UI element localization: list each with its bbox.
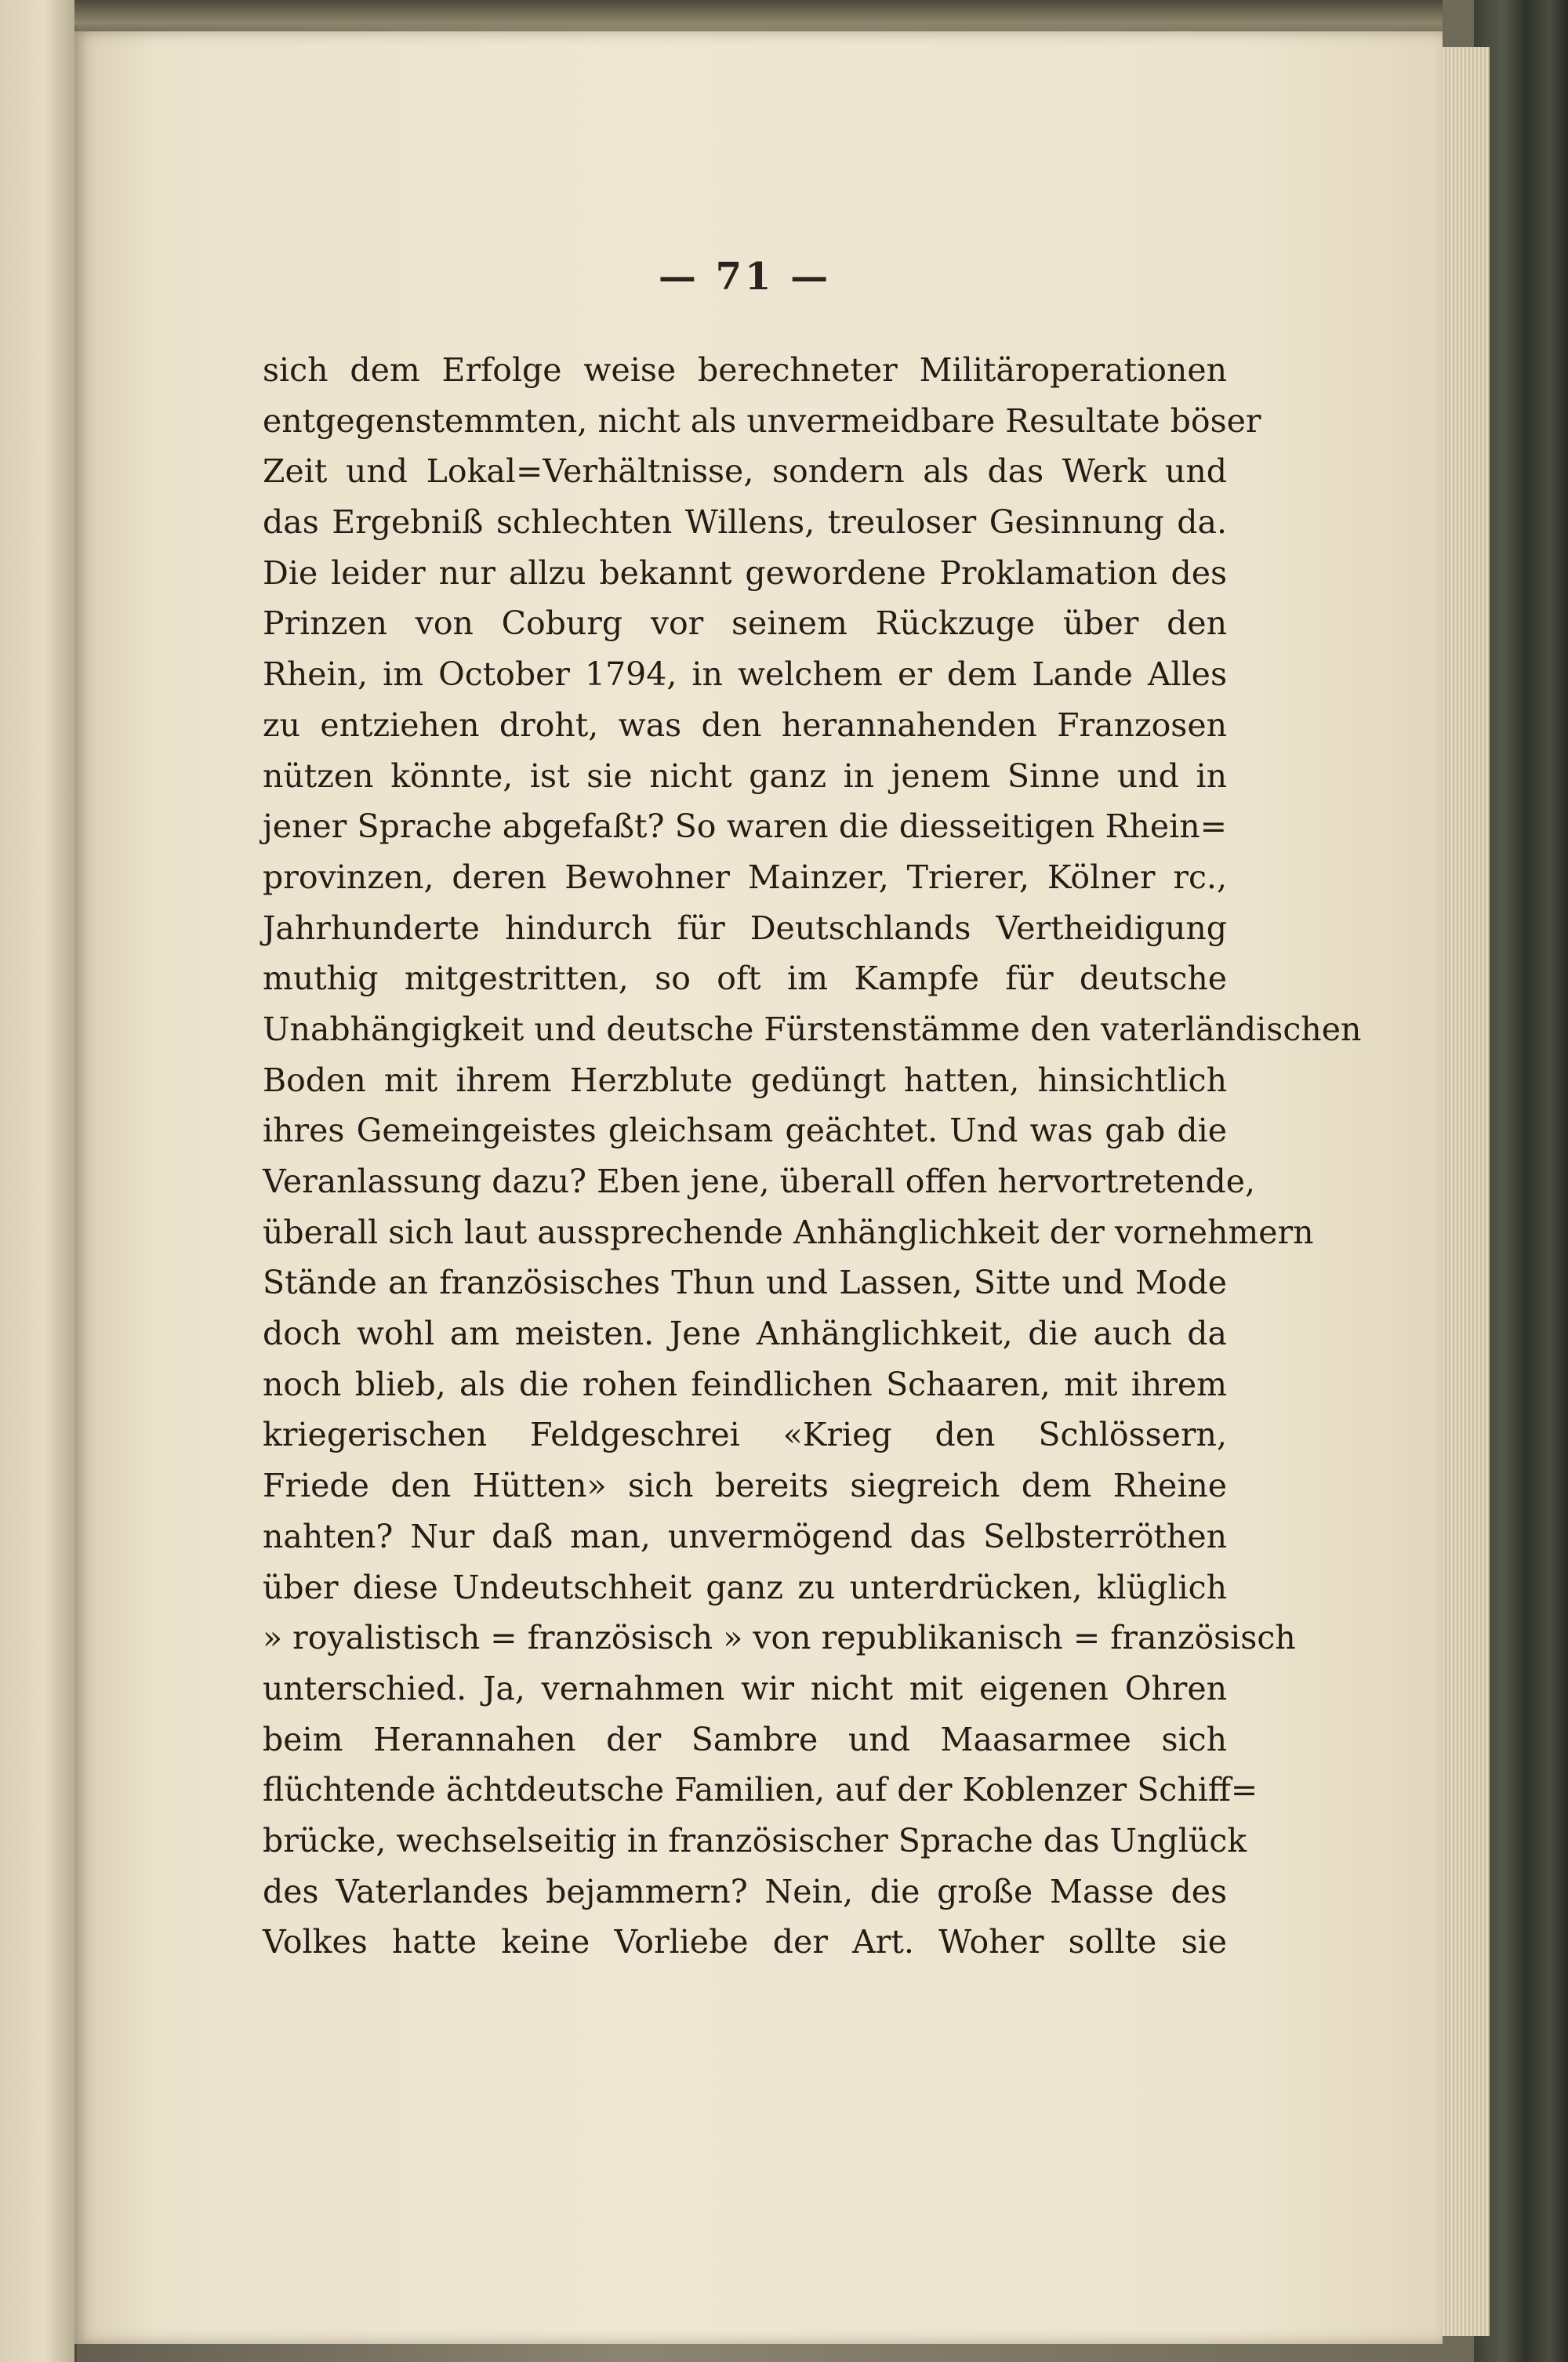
text-line: muthig mitgestritten, so oft im Kampfe für deutsche xyxy=(263,960,1227,998)
text-line: » royalistisch = französisch » von republikanisch = französisch xyxy=(263,1619,1296,1657)
text-line: nützen könnte, ist sie nicht ganz in jenem Sinne und in xyxy=(263,756,1227,795)
text-line: ihres Gemeingeistes gleichsam geächtet. Und was gab die xyxy=(263,1112,1227,1150)
text-line: zu entziehen droht, was den herannahenden Franzosen xyxy=(263,706,1227,744)
text-line: doch wohl am meisten. Jene Anhänglichkeit, die auch da xyxy=(263,1315,1227,1353)
text-line: Veranlassung dazu? Eben jene, überall offen hervortretende, xyxy=(263,1163,1256,1200)
text-line: flüchtende ächtdeutsche Familien, auf der Koblenzer Schiff= xyxy=(263,1771,1258,1809)
text-line: Volkes hatte keine Vorliebe der Art. Woher sollte sie xyxy=(263,1923,1227,1961)
text-line: Jahrhunderte hindurch für Deutschlands Vertheidigung xyxy=(263,909,1227,947)
previous-page-edge xyxy=(0,0,77,2362)
text-line: über diese Undeutschheit ganz zu unterdrücken, klüglich xyxy=(263,1568,1227,1606)
text-line: Friede den Hütten» sich bereits siegreich dem Rheine xyxy=(263,1467,1227,1505)
text-line: beim Herannahen der Sambre und Maasarmee sich xyxy=(263,1720,1227,1758)
page-number: — 71 — xyxy=(658,255,832,299)
text-line: Unabhängigkeit und deutsche Fürstenstämme den vaterländischen xyxy=(263,1010,1362,1048)
text-line: Prinzen von Coburg vor seinem Rückzuge über den xyxy=(263,604,1227,643)
text-line: nahten? Nur daß man, unvermögend das Selbsterröthen xyxy=(263,1517,1227,1555)
text-line: jener Sprache abgefaßt? So waren die diesseitigen Rhein= xyxy=(263,807,1227,846)
text-line: kriegerischen Feldgeschrei «Krieg den Schlössern, xyxy=(263,1416,1227,1454)
text-line: Stände an französisches Thun und Lassen, Sitte und Mode xyxy=(263,1264,1227,1302)
body-text xyxy=(263,345,1362,1968)
text-line: Boden mit ihrem Herzblute gedüngt hatten, hinsichtlich xyxy=(263,1061,1227,1099)
text-line: sich dem Erfolge weise berechneter Militäroperationen xyxy=(263,351,1227,389)
text-line: unterschied. Ja, vernahmen wir nicht mit eigenen Ohren xyxy=(263,1669,1227,1707)
text-line: entgegenstemmten, nicht als unvermeidbare Resultate böser xyxy=(263,401,1261,440)
page-stack-edges xyxy=(1435,47,1490,2336)
text-line: brücke, wechselseitig in französischer Sprache das Unglück xyxy=(263,1821,1247,1859)
text-line: das Ergebniß schlechten Willens, treuloser Gesinnung da. xyxy=(263,503,1227,542)
text-line: provinzen, deren Bewohner Mainzer, Trierer, Kölner rc., xyxy=(263,858,1227,896)
text-line: überall sich laut aussprechende Anhänglichkeit der vornehmern xyxy=(263,1213,1314,1251)
text-line: Zeit und Lokal=Verhältnisse, sondern als das Werk und xyxy=(263,452,1227,491)
text-line: des Vaterlandes bejammern? Nein, die große Masse des xyxy=(263,1872,1227,1910)
text-line: noch blieb, als die rohen feindlichen Schaaren, mit ihrem xyxy=(263,1365,1227,1403)
text-line: Die leider nur allzu bekannt gewordene Proklamation des xyxy=(263,553,1227,592)
text-line: Rhein, im October 1794, in welchem er dem Lande Alles xyxy=(263,655,1227,694)
